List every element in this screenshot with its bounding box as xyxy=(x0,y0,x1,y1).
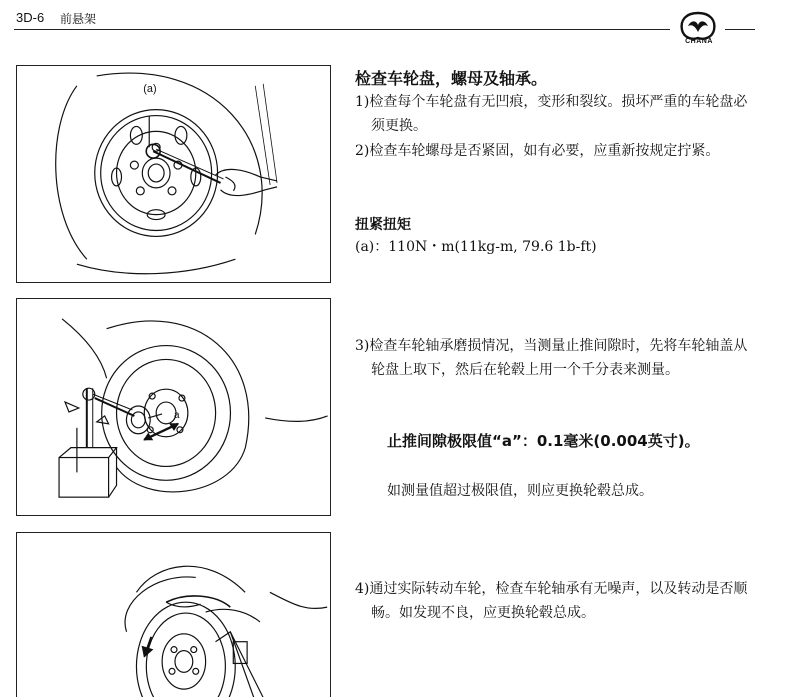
header-rule-right xyxy=(725,29,755,30)
section-title: 前悬架 xyxy=(60,12,97,26)
figure-label-a: a xyxy=(173,409,180,421)
step-2-text: 2)检查车轮螺母是否紧固，如有必要，应重新按规定拧紧。 xyxy=(355,143,720,159)
page-number: 3D-6 xyxy=(16,10,45,25)
step-3-text: 3)检查车轮轴承磨损情况，当测量止推间隙时，先将车轮轴盖从轮盘上取下，然后在轮毂上用一个千分表来测量。 xyxy=(355,338,748,378)
step-4-text: 4)通过实际转动车轮，检查车轮轴承有无噪声，以及转动是否顺畅。如发现不良，应更换轮毂总成。 xyxy=(355,581,748,621)
replace-note: 如测量值超过极限值，则应更换轮毂总成。 xyxy=(387,483,653,499)
figure-label-a: (a) xyxy=(143,82,157,95)
torque-heading: 扭紧扭矩 xyxy=(355,217,411,233)
logo-text: CHANA xyxy=(685,38,713,45)
thrust-play-limit: 止推间隙极限值“a”：0.1毫米(0.004英寸)。 xyxy=(387,432,700,450)
figure-dial-gauge-measurement xyxy=(16,298,331,516)
torque-value: (a)：110N・m(11kg-m, 79.6 1b-ft) xyxy=(355,239,597,255)
header-rule xyxy=(14,29,670,30)
step-1-text: 1)检查每个车轮盘有无凹痕，变形和裂纹。损坏严重的车轮盘必须更换。 xyxy=(355,94,748,134)
figure-wheel-nut-torque xyxy=(16,65,331,283)
section-heading: 检查车轮盘，螺母及轴承。 xyxy=(355,69,548,88)
figure-rotate-wheel xyxy=(16,532,331,697)
